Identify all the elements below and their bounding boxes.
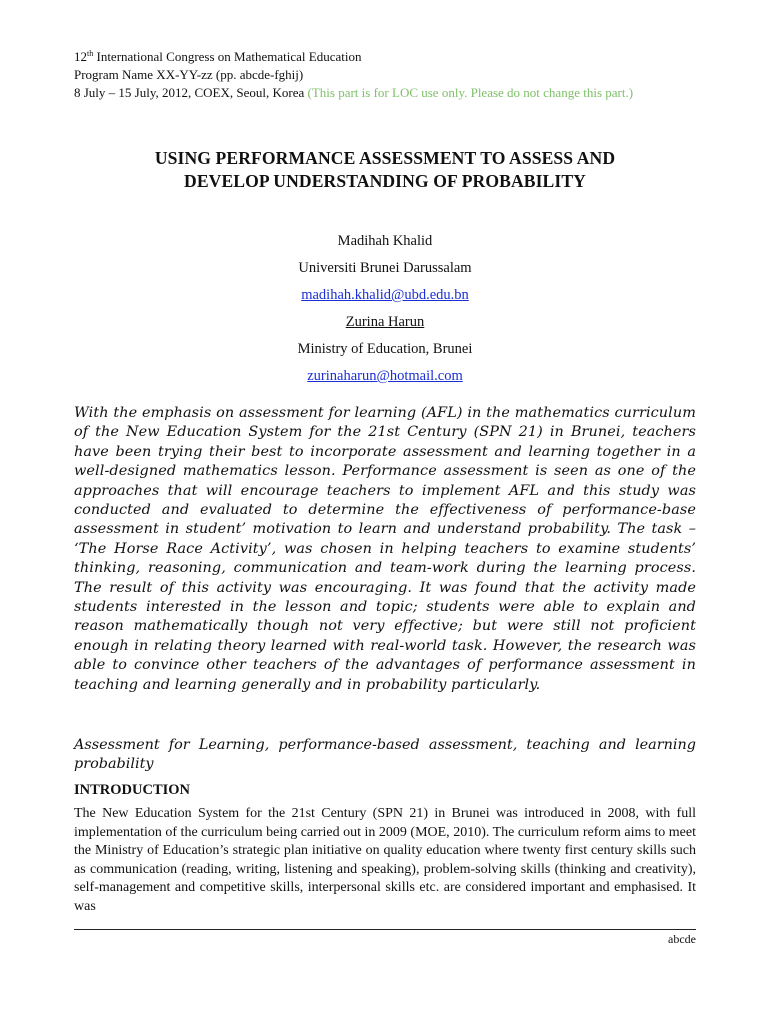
congress-name: International Congress on Mathematical Education xyxy=(93,49,362,64)
keywords-text: Assessment for Learning, performance-based assessment, teaching and learning probability xyxy=(74,737,696,773)
congress-suffix: th xyxy=(87,49,94,58)
author-affiliation-2: Ministry of Education, Brunei xyxy=(297,341,473,357)
introduction-heading: INTRODUCTION xyxy=(74,782,191,798)
author-name-2: Zurina Harun xyxy=(345,314,425,330)
congress-line xyxy=(74,48,714,66)
congress-number: 12 xyxy=(74,49,87,64)
date-venue: 8 July – 15 July, 2012, COEX, Seoul, Korea xyxy=(74,85,308,100)
introduction-text: The New Education System for the 21st Century (SPN 21) in Brunei was introduced in 2008, with full implementation of the curriculum being carried out in 2009 (MOE, 2010). The curriculum reform aims to meet the Ministry of Education’s strategic plan initiative on quality education where twenty first century skills such as communication (reading, writing, listening and speaking), problem-solving skills (thinking and creativity), self-management and competitive skills, interpersonal skills etc. are considered important and emphasised. It was xyxy=(74,806,696,914)
loc-note: (This part is for LOC use only. Please do not change this part.) xyxy=(307,85,634,100)
author-affiliation-1: Universiti Brunei Darussalam xyxy=(298,260,472,276)
author-name-1: Madihah Khalid xyxy=(337,233,433,249)
author-block xyxy=(74,228,696,390)
author-email-link-2[interactable]: zurinaharun@hotmail.com xyxy=(307,368,463,384)
title-line-1: USING PERFORMANCE ASSESSMENT TO ASSESS AND xyxy=(154,148,616,168)
program-line: Program Name XX-YY-zz (pp. abcde-fghij) xyxy=(74,67,304,82)
footer-page-label: abcde xyxy=(668,932,696,946)
date-venue-line xyxy=(74,84,714,102)
author-email-link-1[interactable]: madihah.khalid@ubd.edu.bn xyxy=(301,287,469,303)
title-line-2: DEVELOP UNDERSTANDING OF PROBABILITY xyxy=(184,171,586,191)
abstract-text: With the emphasis on assessment for learning (AFL) in the mathematics curriculum of the New Education System for the 21st Century (SPN 21) in Brunei, teachers have been trying their best to incorporate assessment and learning together in a well-designed mathematics lesson. Performance assessment is seen as one of the approaches that will encourage teachers to implement AFL and this study was conducted and evaluated to determine the effectiveness of performance-base assessment in student’ motivation to learn and understand probability. The task – ‘The Horse Race Activity’, was chosen in helping teachers to examine students’ thinking, reasoning, communication and team-work during the learning process. The result of this activity was encouraging. It was found that the activity made students interested in the lesson and topic; students were able to explain and reason mathematically though not very effective; but were still not proficient enough in relating theory learned with real-world task. However, the research was able to convince other teachers of the advantages of performance assessment in teaching and learning generally and in probability particularly. xyxy=(74,405,696,693)
paper-title xyxy=(74,147,696,193)
conference-header xyxy=(74,48,714,102)
footer-divider xyxy=(74,929,696,930)
